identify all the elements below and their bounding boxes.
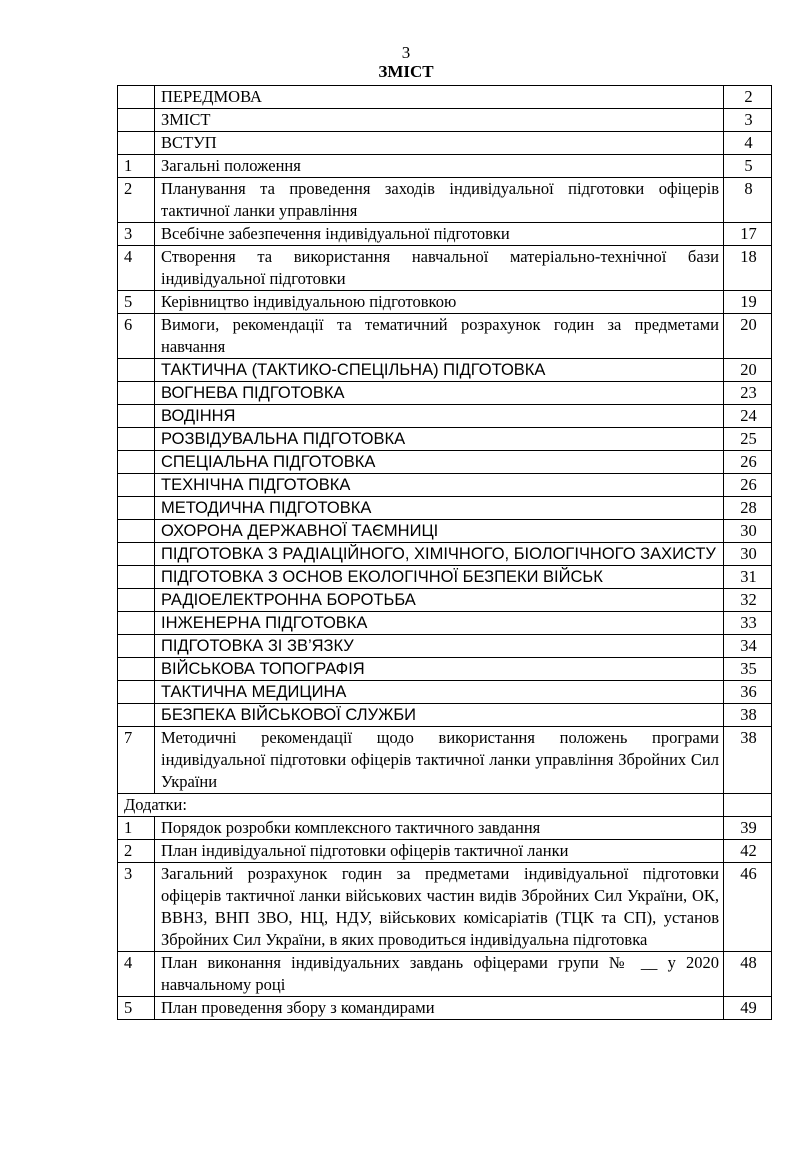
toc-title: Вимоги, рекомендації та тематичний розрахунок годин за предметами навчання [155,314,724,359]
toc-title: Всебічне забезпечення індивідуальної підготовки [155,223,724,246]
toc-number [118,405,155,428]
appendix-page: 46 [724,863,772,952]
toc-page: 4 [724,132,772,155]
toc-subject-row [118,382,772,405]
toc-number [118,86,155,109]
toc-row [118,727,772,794]
toc-title: Методичні рекомендації щодо використання положень програми індивідуальної підготовки офіцерів тактичної ланки управління Збройних Сил України [155,727,724,794]
toc-page: 38 [724,727,772,794]
toc-number: 7 [118,727,155,794]
toc-subject-title: ТАКТИЧНА МЕДИЦИНА [155,681,724,704]
toc-number [118,543,155,566]
toc-number [118,658,155,681]
toc-page: 20 [724,359,772,382]
toc-number [118,704,155,727]
toc-page: 36 [724,681,772,704]
toc-page: 31 [724,566,772,589]
toc-subject-row [118,612,772,635]
toc-number: 2 [118,178,155,223]
toc-page: 35 [724,658,772,681]
toc-row [118,155,772,178]
toc-page: 28 [724,497,772,520]
toc-subject-row [118,497,772,520]
appendix-number: 3 [118,863,155,952]
appendix-page: 39 [724,817,772,840]
toc-table [117,85,772,1020]
toc-page: 20 [724,314,772,359]
toc-subject-title: ТЕХНІЧНА ПІДГОТОВКА [155,474,724,497]
toc-subject-title: ВІЙСЬКОВА ТОПОГРАФІЯ [155,658,724,681]
toc-subject-title: ПІДГОТОВКА З ОСНОВ ЕКОЛОГІЧНОЇ БЕЗПЕКИ ВІЙСЬК [155,566,724,589]
toc-subject-title: РАДІОЕЛЕКТРОННА БОРОТЬБА [155,589,724,612]
toc-subject-title: СПЕЦІАЛЬНА ПІДГОТОВКА [155,451,724,474]
toc-page: 8 [724,178,772,223]
toc-number [118,497,155,520]
toc-subject-row [118,635,772,658]
toc-subject-title: БЕЗПЕКА ВІЙСЬКОВОЇ СЛУЖБИ [155,704,724,727]
toc-page: 30 [724,543,772,566]
toc-page: 25 [724,428,772,451]
appendix-row [118,840,772,863]
appendix-title: Порядок розробки комплексного тактичного завдання [155,817,724,840]
toc-number: 3 [118,223,155,246]
toc-number [118,612,155,635]
toc-number: 6 [118,314,155,359]
toc-subject-row [118,428,772,451]
toc-title: ПЕРЕДМОВА [155,86,724,109]
toc-number [118,474,155,497]
toc-title: Загальні положення [155,155,724,178]
toc-number [118,109,155,132]
toc-number [118,132,155,155]
toc-page: 38 [724,704,772,727]
page-number: 3 [401,43,411,62]
toc-title: ВСТУП [155,132,724,155]
toc-subject-row [118,520,772,543]
toc-row [118,223,772,246]
toc-subject-title: ПІДГОТОВКА З РАДІАЦІЙНОГО, ХІМІЧНОГО, БІОЛОГІЧНОГО ЗАХИСТУ [155,543,724,566]
toc-subject-row [118,543,772,566]
toc-row [118,132,772,155]
appendix-number: 5 [118,997,155,1020]
appendix-row [118,952,772,997]
toc-subject-row [118,704,772,727]
toc-page: 17 [724,223,772,246]
toc-title: ЗМІСТ [155,109,724,132]
toc-row [118,178,772,223]
toc-number [118,520,155,543]
toc-number: 4 [118,246,155,291]
toc-number [118,451,155,474]
toc-subject-title: ВОДІННЯ [155,405,724,428]
toc-subject-title: ВОГНЕВА ПІДГОТОВКА [155,382,724,405]
toc-subject-row [118,681,772,704]
toc-row [118,246,772,291]
toc-row [118,109,772,132]
toc-number [118,382,155,405]
toc-page: 26 [724,474,772,497]
toc-page: 2 [724,86,772,109]
toc-page: 19 [724,291,772,314]
toc-subject-row [118,405,772,428]
toc-number [118,428,155,451]
toc-body [118,86,772,1020]
toc-row [118,291,772,314]
toc-page: 30 [724,520,772,543]
toc-number [118,359,155,382]
appendix-row [118,997,772,1020]
toc-number: 1 [118,155,155,178]
toc-title: Планування та проведення заходів індивідуальної підготовки офіцерів тактичної ланки управління [155,178,724,223]
appendix-row [118,863,772,952]
toc-page: 3 [724,109,772,132]
toc-subject-title: РОЗВІДУВАЛЬНА ПІДГОТОВКА [155,428,724,451]
toc-page: 18 [724,246,772,291]
toc-number [118,681,155,704]
toc-subject-title: ТАКТИЧНА (ТАКТИКО-СПЕЦІЛЬНА) ПІДГОТОВКА [155,359,724,382]
toc-page: 23 [724,382,772,405]
appendix-page: 49 [724,997,772,1020]
appendix-row [118,817,772,840]
appendix-title: План виконання індивідуальних завдань офіцерами групи № __ у 2020 навчальному році [155,952,724,997]
appendix-number: 4 [118,952,155,997]
toc-subject-row [118,474,772,497]
toc-page [724,794,772,817]
appendix-number: 2 [118,840,155,863]
page-title: ЗМІСТ [378,62,434,81]
toc-number [118,635,155,658]
toc-subject-title: ІНЖЕНЕРНА ПІДГОТОВКА [155,612,724,635]
toc-subject-row [118,566,772,589]
toc-subject-title: ПІДГОТОВКА ЗІ ЗВ’ЯЗКУ [155,635,724,658]
appendix-page: 48 [724,952,772,997]
appendices-label: Додатки: [118,794,724,817]
toc-page: 32 [724,589,772,612]
appendix-page: 42 [724,840,772,863]
toc-subject-row [118,451,772,474]
toc-page: 5 [724,155,772,178]
toc-page: 26 [724,451,772,474]
toc-number [118,566,155,589]
appendix-title: Загальний розрахунок годин за предметами індивідуальної підготовки офіцерів тактичної ланки військових частин видів Збройних Сил України, ОК, ВВНЗ, ВНП ЗВО, НЦ, НДУ, військових комісаріатів (ТЦК та СП), установ Збройних Сил України, в яких проводиться індивідуальна підготовка [155,863,724,952]
toc-page: 24 [724,405,772,428]
toc-number [118,589,155,612]
toc-title: Створення та використання навчальної матеріально-технічної бази індивідуальної підготовки [155,246,724,291]
toc-title: Керівництво індивідуальною підготовкою [155,291,724,314]
toc-number: 5 [118,291,155,314]
toc-subject-row [118,589,772,612]
toc-page: 34 [724,635,772,658]
toc-subject-title: ОХОРОНА ДЕРЖАВНОЇ ТАЄМНИЦІ [155,520,724,543]
appendix-title: План індивідуальної підготовки офіцерів тактичної ланки [155,840,724,863]
appendix-title: План проведення збору з командирами [155,997,724,1020]
appendices-header-row [118,794,772,817]
toc-subject-row [118,658,772,681]
toc-subject-row [118,359,772,382]
toc-row [118,314,772,359]
toc-subject-title: МЕТОДИЧНА ПІДГОТОВКА [155,497,724,520]
appendix-number: 1 [118,817,155,840]
toc-row [118,86,772,109]
toc-page: 33 [724,612,772,635]
